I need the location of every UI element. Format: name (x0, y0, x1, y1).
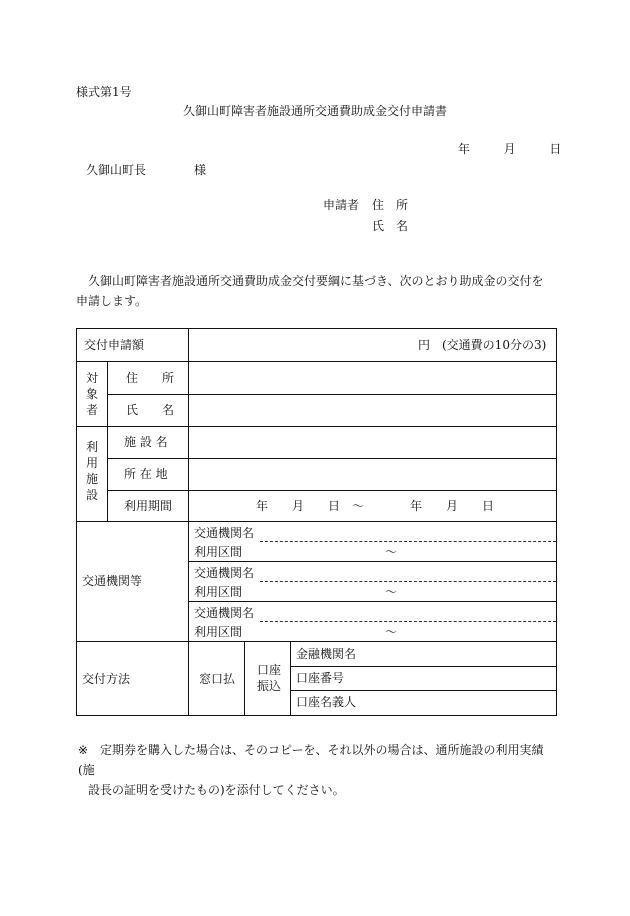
account-transfer-option[interactable]: 口座振込 (256, 663, 281, 693)
bank-name-label: 金融機関名 (296, 647, 357, 661)
usage-period-from[interactable]: 年 月 日 〜 (256, 499, 365, 513)
note-text-line2: 設長の証明を受けたもの)を添付してください。 (88, 783, 345, 797)
payment-method-label: 交付方法 (82, 672, 131, 686)
target-name-label: 氏 名 (126, 403, 175, 417)
transport-section-label: 利用区間 (194, 625, 243, 639)
transport-section-label: 利用区間 (194, 545, 243, 559)
date-line (458, 143, 561, 155)
transport-label: 交通機関等 (82, 574, 143, 588)
target-address-field[interactable] (192, 365, 552, 391)
usage-period-label: 利用期間 (124, 499, 173, 513)
note-text-line1: 定期券を購入した場合は、そのコピーを、それ以外の場合は、通所施設の利用実績(施 (78, 743, 544, 777)
date-month: 月 (503, 142, 516, 156)
target-person-label: 対象者 (85, 371, 98, 417)
transport-section-separator: 〜 (385, 585, 398, 599)
account-holder-label: 口座名義人 (296, 695, 357, 709)
account-number-label: 口座番号 (296, 671, 345, 685)
note-mark: ※ (78, 743, 89, 757)
applicant-label: 申請者 (323, 198, 360, 212)
target-address-label: 住 所 (126, 371, 175, 385)
target-name-field[interactable] (192, 398, 552, 424)
body-text: 久御山町障害者施設通所交通費助成金交付要綱に基づき、次のとおり助成金の交付を申請します。 (76, 274, 544, 308)
transport-agency-label: 交通機関名 (194, 566, 255, 580)
usage-period-to[interactable]: 年 月 日 (410, 499, 495, 513)
facility-label: 利用施設 (85, 440, 98, 502)
applicant-name-label: 氏 名 (372, 219, 409, 233)
applicant-address-label: 住 所 (372, 198, 409, 212)
document-title: 久御山町障害者施設通所交通費助成金交付申請書 (182, 104, 447, 118)
transport-agency-label: 交通機関名 (194, 526, 255, 540)
application-amount-label: 交付申請額 (84, 338, 145, 352)
facility-location-field[interactable] (192, 462, 552, 488)
transport-agency-label: 交通機関名 (194, 606, 255, 620)
facility-name-field[interactable] (192, 430, 552, 456)
facility-name-label: 施 設 名 (124, 435, 168, 449)
transport-agency-field[interactable] (264, 525, 552, 539)
transport-agency-field[interactable] (264, 605, 552, 619)
window-payment-option[interactable]: 窓口払 (199, 672, 236, 686)
transport-section-separator: 〜 (385, 545, 398, 559)
amount-suffix: 円 (交通費の10分の3) (418, 338, 547, 352)
date-year: 年 (458, 142, 471, 156)
transport-section-label: 利用区間 (194, 585, 243, 599)
transport-section-separator: 〜 (385, 625, 398, 639)
facility-location-label: 所 在 地 (124, 467, 168, 481)
form-id: 様式第1号 (76, 85, 132, 99)
addressee: 久御山町長 様 (86, 163, 207, 177)
transport-agency-field[interactable] (264, 565, 552, 579)
application-amount-field[interactable] (192, 333, 412, 357)
date-day: 日 (549, 142, 562, 156)
attachment-note (78, 740, 558, 800)
